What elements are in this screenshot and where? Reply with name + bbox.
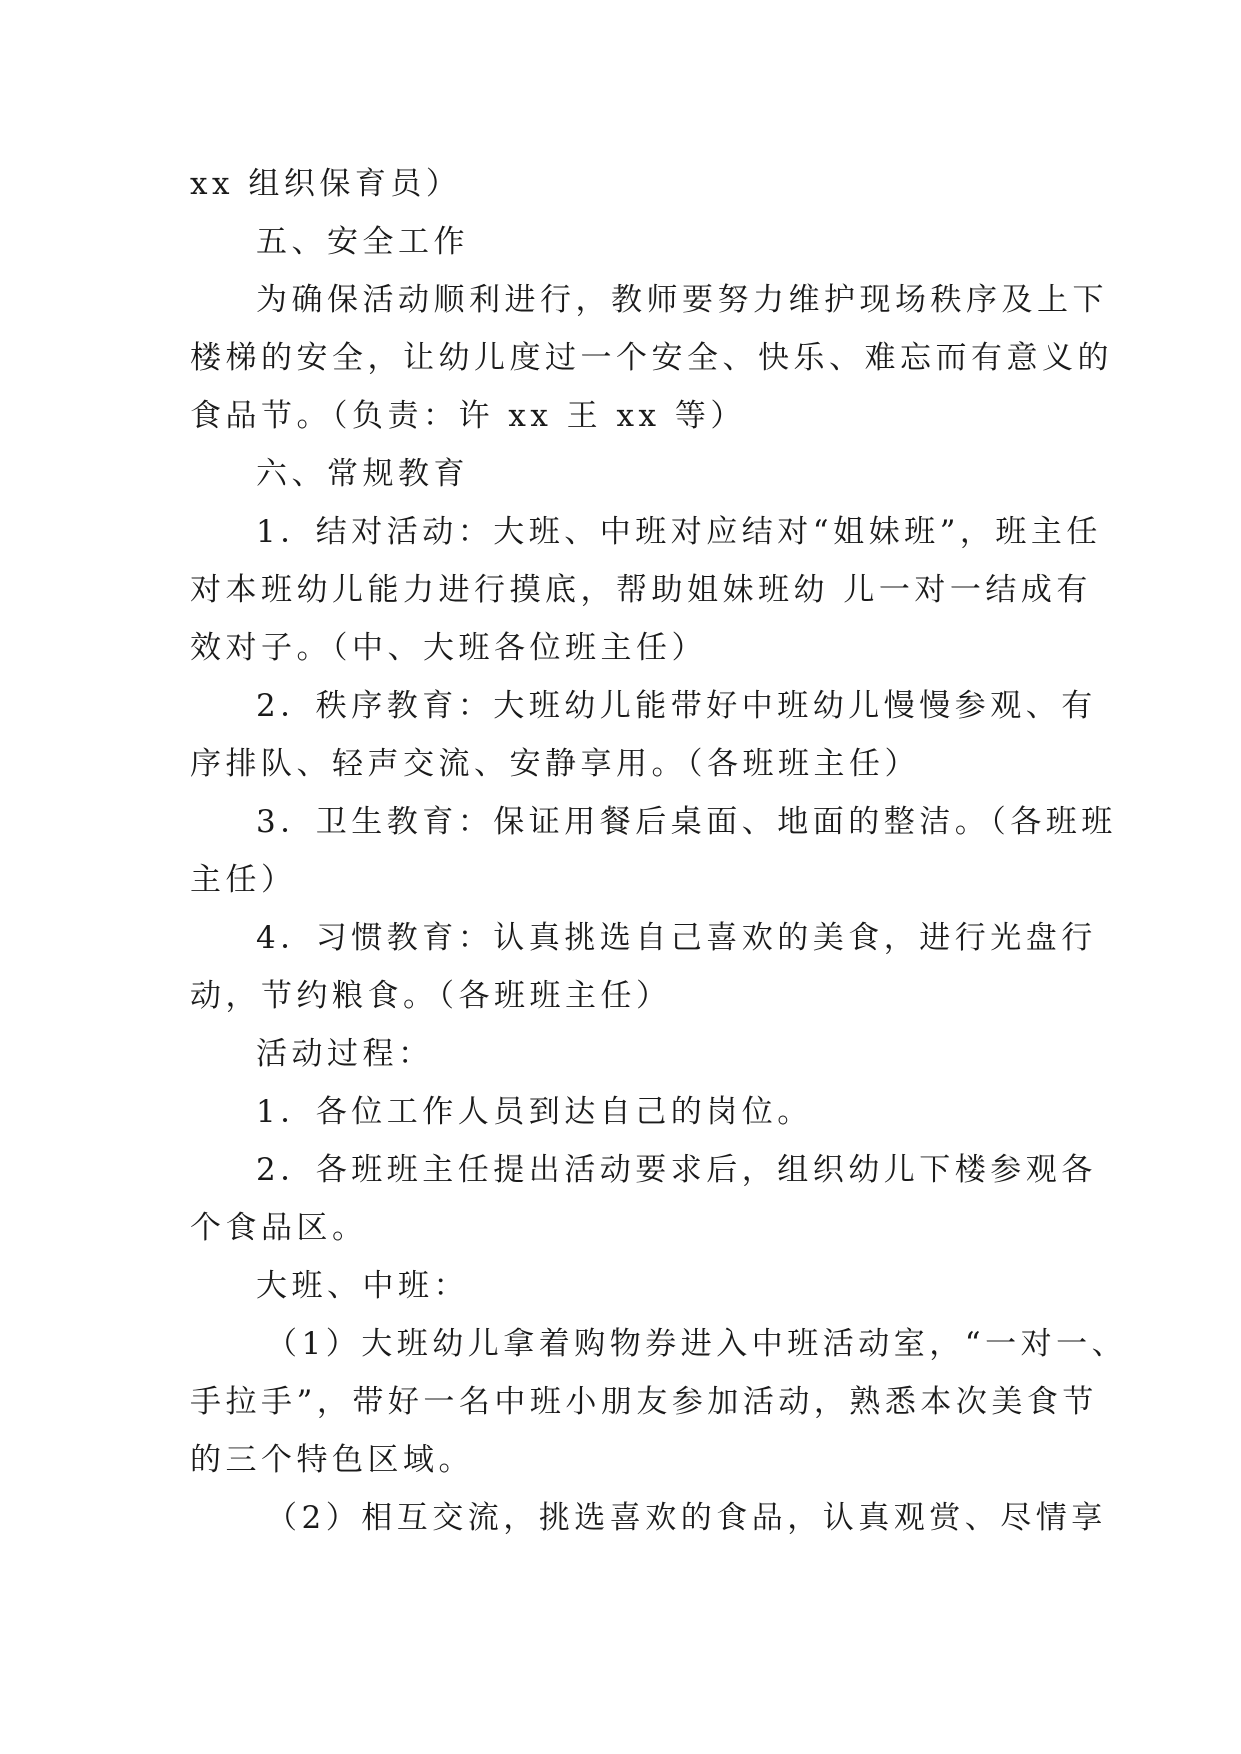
text-line: 序排队、轻声交流、安静享用。（各班班主任） [190, 746, 920, 782]
section-heading-classes: 大班、中班： [256, 1268, 469, 1304]
text-line: 1．结对活动：大班、中班对应结对“姐妹班”，班主任 [256, 514, 1102, 550]
text-line: xx 组织保育员） [190, 166, 462, 202]
section-heading-routine-education: 六、常规教育 [256, 456, 469, 492]
text-line: 2．各班班主任提出活动要求后，组织幼儿下楼参观各 [256, 1152, 1097, 1188]
text-line: 的三个特色区域。 [190, 1442, 474, 1478]
text-line: 手拉手”，带好一名中班小朋友参加活动，熟悉本次美食节 [190, 1384, 1098, 1420]
section-heading-safety: 五、安全工作 [256, 224, 469, 260]
section-heading-activity-process: 活动过程： [256, 1036, 434, 1072]
text-line: 2．秩序教育：大班幼儿能带好中班幼儿慢慢参观、有 [256, 688, 1097, 724]
text-line: 1．各位工作人员到达自己的岗位。 [256, 1094, 813, 1130]
text-line: 主任） [190, 862, 297, 898]
text-line: 动，节约粮食。（各班班主任） [190, 978, 672, 1014]
text-line: 为确保活动顺利进行，教师要努力维护现场秩序及上下 [256, 282, 1108, 318]
text-line: （1）大班幼儿拿着购物券进入中班活动室，“一对一、 [266, 1326, 1128, 1362]
text-line: 食品节。（负责：许 xx 王 xx 等） [190, 398, 746, 434]
text-line: 效对子。（中、大班各位班主任） [190, 630, 707, 666]
text-line: 楼梯的安全，让幼儿度过一个安全、快乐、难忘而有意义的 [190, 340, 1113, 376]
text-line: 对本班幼儿能力进行摸底，帮助姐妹班幼 儿一对一结成有 [190, 572, 1092, 608]
text-line: （2）相互交流，挑选喜欢的食品，认真观赏、尽情享 [266, 1500, 1107, 1536]
text-line: 个食品区。 [190, 1210, 368, 1246]
text-line: 3．卫生教育：保证用餐后桌面、地面的整洁。（各班班 [256, 804, 1117, 840]
text-line: 4．习惯教育：认真挑选自己喜欢的美食，进行光盘行 [256, 920, 1097, 956]
